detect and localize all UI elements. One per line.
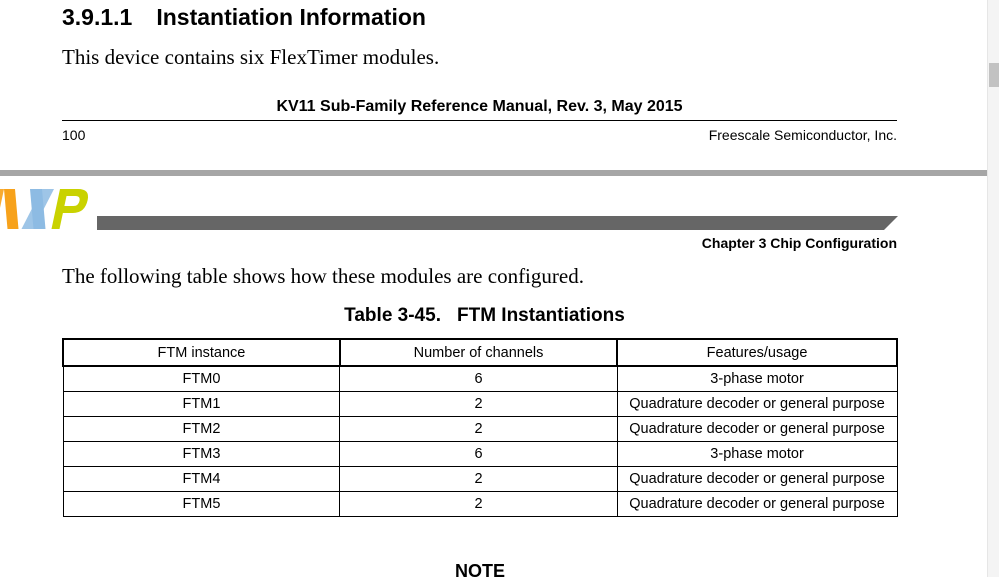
table-row <box>63 366 897 392</box>
page-number: 100 <box>62 127 86 143</box>
table-label: Table 3-45. <box>344 305 441 326</box>
ftm-instance-cell: FTM5 <box>63 492 340 517</box>
channel-count-cell: 2 <box>340 417 617 442</box>
section-number: 3.9.1.1 <box>62 4 133 30</box>
table-row <box>63 392 897 417</box>
table-row <box>63 417 897 442</box>
ftm-instantiations-table <box>62 338 898 517</box>
column-header: Features/usage <box>617 339 897 366</box>
table-row <box>63 467 897 492</box>
manual-footer-title: KV11 Sub-Family Reference Manual, Rev. 3, May 2015 <box>276 98 683 115</box>
section-heading <box>62 4 426 31</box>
table-caption <box>62 305 907 327</box>
features-cell: Quadrature decoder or general purpose <box>617 392 897 417</box>
ftm-instance-cell: FTM4 <box>63 467 340 492</box>
channel-count-cell: 2 <box>340 392 617 417</box>
footer-divider <box>62 120 897 121</box>
ftm-instance-cell: FTM1 <box>63 392 340 417</box>
channel-count-cell: 2 <box>340 467 617 492</box>
column-header: Number of channels <box>340 339 617 366</box>
channel-count-cell: 6 <box>340 366 617 392</box>
ftm-instance-cell: FTM0 <box>63 366 340 392</box>
channel-count-cell: 6 <box>340 442 617 467</box>
chapter-label: Chapter 3 Chip Configuration <box>701 235 897 251</box>
table-row <box>63 492 897 517</box>
features-cell: 3-phase motor <box>617 442 897 467</box>
features-cell: Quadrature decoder or general purpose <box>617 417 897 442</box>
vertical-scrollbar[interactable] <box>987 0 999 577</box>
nxp-logo-icon <box>0 189 90 229</box>
features-cell: Quadrature decoder or general purpose <box>617 492 897 517</box>
section-title: Instantiation Information <box>156 4 426 30</box>
table-row <box>63 442 897 467</box>
ftm-instance-cell: FTM3 <box>63 442 340 467</box>
chapter-header-bar <box>97 216 898 230</box>
company-name: Freescale Semiconductor, Inc. <box>708 127 897 143</box>
table-title: FTM Instantiations <box>456 305 625 326</box>
note-heading: NOTE <box>454 561 505 577</box>
scrollbar-thumb[interactable] <box>989 63 999 87</box>
features-cell: Quadrature decoder or general purpose <box>617 467 897 492</box>
instantiation-text: This device contains six FlexTimer modules. <box>62 45 440 69</box>
channel-count-cell: 2 <box>340 492 617 517</box>
table-header-row <box>63 339 897 366</box>
page-separator <box>0 170 987 176</box>
table-intro-text: The following table shows how these modules are configured. <box>62 264 584 288</box>
features-cell: 3-phase motor <box>617 366 897 392</box>
ftm-instance-cell: FTM2 <box>63 417 340 442</box>
column-header: FTM instance <box>63 339 340 366</box>
